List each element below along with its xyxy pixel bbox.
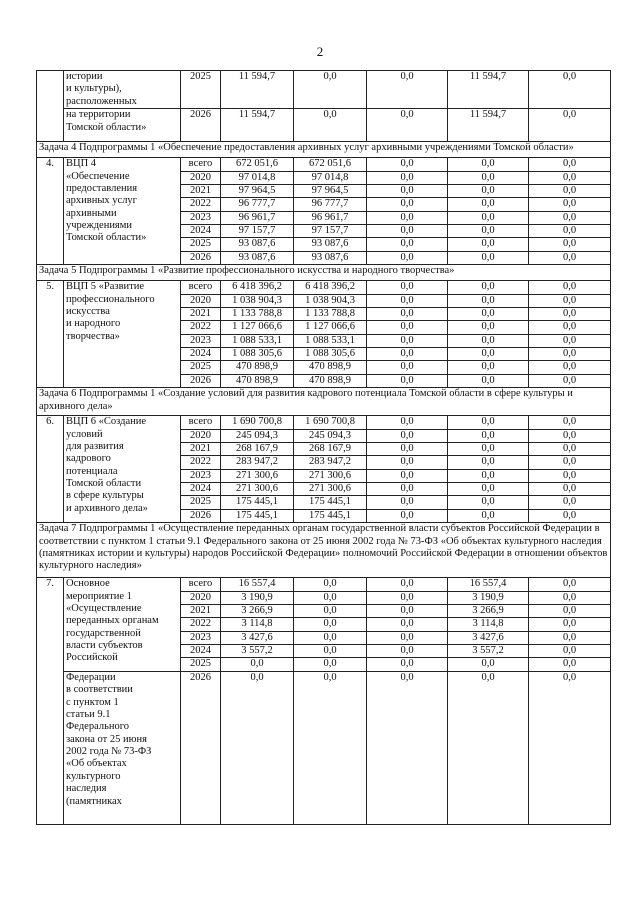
value-cell: 0,0 <box>448 456 529 469</box>
value-cell: 0,0 <box>294 658 367 671</box>
value-cell: 271 300,6 <box>221 483 294 496</box>
value-cell: 0,0 <box>448 198 529 211</box>
value-cell: 245 094,3 <box>294 429 367 442</box>
value-cell: 3 427,6 <box>448 631 529 644</box>
value-cell: 0,0 <box>529 483 611 496</box>
value-cell: 470 898,9 <box>294 361 367 374</box>
year-cell: 2022 <box>181 198 221 211</box>
year-cell: 2020 <box>181 294 221 307</box>
year-cell: 2023 <box>181 211 221 224</box>
value-cell: 0,0 <box>294 618 367 631</box>
value-cell: 0,0 <box>529 238 611 251</box>
program-name-bottom: на территории Томской области» <box>64 109 181 142</box>
value-cell: 0,0 <box>448 321 529 334</box>
value-cell: 0,0 <box>448 374 529 387</box>
value-cell: 1 690 700,8 <box>221 416 294 429</box>
value-cell: 0,0 <box>529 225 611 238</box>
value-cell: 0,0 <box>529 184 611 197</box>
value-cell: 1 690 700,8 <box>294 416 367 429</box>
value-cell: 6 418 396,2 <box>294 281 367 294</box>
value-cell: 0,0 <box>448 334 529 347</box>
value-cell: 0,0 <box>448 671 529 824</box>
value-cell: 0,0 <box>448 509 529 522</box>
value-cell: 96 961,7 <box>221 211 294 224</box>
value-cell: 3 190,9 <box>221 591 294 604</box>
value-cell: 0,0 <box>367 171 448 184</box>
value-cell: 0,0 <box>367 416 448 429</box>
page-number: 2 <box>316 44 324 59</box>
value-cell: 0,0 <box>367 251 448 264</box>
value-cell: 0,0 <box>448 348 529 361</box>
table-row <box>37 671 611 824</box>
value-cell: 0,0 <box>529 281 611 294</box>
value-cell: 0,0 <box>367 658 448 671</box>
value-cell: 0,0 <box>448 281 529 294</box>
value-cell: 0,0 <box>294 671 367 824</box>
value-cell: 470 898,9 <box>221 361 294 374</box>
value-cell: 11 594,7 <box>221 71 294 109</box>
value-cell: 6 418 396,2 <box>221 281 294 294</box>
row-number: 7. <box>37 578 64 825</box>
value-cell: 0,0 <box>221 671 294 824</box>
row-number: 5. <box>37 281 64 388</box>
table-row <box>37 578 611 591</box>
budget-table <box>36 70 611 825</box>
value-cell: 0,0 <box>367 456 448 469</box>
value-cell: 0,0 <box>529 416 611 429</box>
year-cell: 2026 <box>181 671 221 824</box>
value-cell: 3 557,2 <box>448 645 529 658</box>
value-cell: 3 266,9 <box>448 604 529 617</box>
value-cell: 0,0 <box>448 442 529 455</box>
value-cell: 0,0 <box>367 211 448 224</box>
value-cell: 1 127 066,6 <box>221 321 294 334</box>
program-name-top: истории и культуры), расположенных <box>64 71 181 109</box>
value-cell: 0,0 <box>448 211 529 224</box>
value-cell: 175 445,1 <box>294 509 367 522</box>
value-cell: 0,0 <box>367 281 448 294</box>
task-header-row <box>37 388 611 416</box>
value-cell: 0,0 <box>367 442 448 455</box>
year-cell: 2026 <box>181 509 221 522</box>
value-cell: 0,0 <box>367 671 448 824</box>
year-cell: 2020 <box>181 429 221 442</box>
year-cell: 2021 <box>181 307 221 320</box>
value-cell: 0,0 <box>367 348 448 361</box>
value-cell: 0,0 <box>529 348 611 361</box>
value-cell: 97 157,7 <box>294 225 367 238</box>
task-title: Задача 7 Подпрограммы 1 «Осуществление переданных органам государственной власти субъектов Российской Федерации в соответствии с пунктом 1 статьи 9.1 Федерального закона от 25 июня 2002 года № 73-ФЗ «Об объектах культурного наследия (памятниках истории и культуры) народов Российской Федерации» полномочий Российской Федерации в отношении объектов культурного наследия» <box>37 523 611 578</box>
table-row <box>37 416 611 429</box>
value-cell: 0,0 <box>367 578 448 591</box>
value-cell: 0,0 <box>529 321 611 334</box>
year-cell: 2023 <box>181 631 221 644</box>
value-cell: 97 157,7 <box>221 225 294 238</box>
value-cell: 1 088 533,1 <box>294 334 367 347</box>
value-cell: 0,0 <box>367 509 448 522</box>
task-title: Задача 4 Подпрограммы 1 «Обеспечение предоставления архивных услуг архивными учреждениями Томской области» <box>37 142 611 158</box>
task-title: Задача 5 Подпрограммы 1 «Развитие профессионального искусства и народного творчества» <box>37 265 611 281</box>
year-cell: 2022 <box>181 618 221 631</box>
value-cell: 3 114,8 <box>448 618 529 631</box>
value-cell: 0,0 <box>367 645 448 658</box>
value-cell: 0,0 <box>367 109 448 142</box>
year-cell: 2024 <box>181 483 221 496</box>
value-cell: 97 964,5 <box>221 184 294 197</box>
value-cell: 175 445,1 <box>221 509 294 522</box>
value-cell: 0,0 <box>529 294 611 307</box>
year-cell: 2021 <box>181 604 221 617</box>
value-cell: 0,0 <box>448 171 529 184</box>
value-cell: 97 014,8 <box>221 171 294 184</box>
value-cell: 97 014,8 <box>294 171 367 184</box>
value-cell: 0,0 <box>529 71 611 109</box>
year-cell: всего <box>181 281 221 294</box>
year-cell: 2022 <box>181 456 221 469</box>
value-cell: 0,0 <box>294 604 367 617</box>
year-cell: 2020 <box>181 591 221 604</box>
year-cell: 2022 <box>181 321 221 334</box>
value-cell: 0,0 <box>529 158 611 171</box>
value-cell: 93 087,6 <box>221 251 294 264</box>
task-header-row <box>37 265 611 281</box>
value-cell: 271 300,6 <box>294 469 367 482</box>
value-cell: 470 898,9 <box>294 374 367 387</box>
value-cell: 0,0 <box>367 496 448 509</box>
value-cell: 0,0 <box>529 251 611 264</box>
value-cell: 283 947,2 <box>294 456 367 469</box>
year-cell: 2021 <box>181 184 221 197</box>
row-number: 4. <box>37 158 64 265</box>
year-cell: 2025 <box>181 238 221 251</box>
value-cell: 1 127 066,6 <box>294 321 367 334</box>
year-cell: 2020 <box>181 171 221 184</box>
table-row <box>37 158 611 171</box>
value-cell: 0,0 <box>367 604 448 617</box>
value-cell: 0,0 <box>294 591 367 604</box>
value-cell: 11 594,7 <box>448 109 529 142</box>
value-cell: 0,0 <box>448 658 529 671</box>
value-cell: 3 114,8 <box>221 618 294 631</box>
value-cell: 0,0 <box>529 658 611 671</box>
table-row <box>37 109 611 142</box>
program-name: ВЦП 5 «Развитие профессионального искусства и народного творчества» <box>64 281 181 388</box>
value-cell: 0,0 <box>529 442 611 455</box>
value-cell: 268 167,9 <box>221 442 294 455</box>
value-cell: 93 087,6 <box>294 238 367 251</box>
value-cell: 16 557,4 <box>448 578 529 591</box>
value-cell: 0,0 <box>448 238 529 251</box>
value-cell: 0,0 <box>367 591 448 604</box>
year-cell: 2025 <box>181 496 221 509</box>
task-header-row <box>37 142 611 158</box>
value-cell: 0,0 <box>367 238 448 251</box>
value-cell: 0,0 <box>294 71 367 109</box>
year-cell: 2021 <box>181 442 221 455</box>
value-cell: 0,0 <box>529 496 611 509</box>
value-cell: 96 777,7 <box>221 198 294 211</box>
value-cell: 672 051,6 <box>294 158 367 171</box>
value-cell: 1 133 788,8 <box>221 307 294 320</box>
value-cell: 96 961,7 <box>294 211 367 224</box>
value-cell: 245 094,3 <box>221 429 294 442</box>
value-cell: 0,0 <box>367 225 448 238</box>
year-cell: 2023 <box>181 469 221 482</box>
value-cell: 0,0 <box>367 307 448 320</box>
value-cell: 0,0 <box>448 483 529 496</box>
value-cell: 0,0 <box>529 631 611 644</box>
value-cell: 0,0 <box>529 671 611 824</box>
value-cell: 0,0 <box>367 158 448 171</box>
value-cell: 271 300,6 <box>294 483 367 496</box>
program-name: ВЦП 4 «Обеспечение предоставления архивных услуг архивными учреждениями Томской области» <box>64 158 181 265</box>
year-cell: 2025 <box>181 658 221 671</box>
value-cell: 0,0 <box>529 645 611 658</box>
row-number <box>37 71 64 142</box>
value-cell: 0,0 <box>294 631 367 644</box>
value-cell: 0,0 <box>529 469 611 482</box>
value-cell: 268 167,9 <box>294 442 367 455</box>
value-cell: 93 087,6 <box>294 251 367 264</box>
value-cell: 0,0 <box>529 198 611 211</box>
value-cell: 0,0 <box>448 361 529 374</box>
value-cell: 0,0 <box>529 374 611 387</box>
value-cell: 16 557,4 <box>221 578 294 591</box>
value-cell: 0,0 <box>367 631 448 644</box>
value-cell: 0,0 <box>448 307 529 320</box>
year-cell: 2023 <box>181 334 221 347</box>
value-cell: 0,0 <box>448 496 529 509</box>
value-cell: 96 777,7 <box>294 198 367 211</box>
value-cell: 3 266,9 <box>221 604 294 617</box>
value-cell: 11 594,7 <box>221 109 294 142</box>
value-cell: 0,0 <box>367 361 448 374</box>
value-cell: 283 947,2 <box>221 456 294 469</box>
value-cell: 0,0 <box>529 509 611 522</box>
value-cell: 3 557,2 <box>221 645 294 658</box>
value-cell: 0,0 <box>367 321 448 334</box>
program-name: ВЦП 6 «Создание условий для развития кадрового потенциала Томской области в сфере культуры и архивного дела» <box>64 416 181 523</box>
value-cell: 0,0 <box>529 211 611 224</box>
value-cell: 0,0 <box>367 71 448 109</box>
year-cell: 2025 <box>181 71 221 109</box>
value-cell: 0,0 <box>529 591 611 604</box>
value-cell: 97 964,5 <box>294 184 367 197</box>
value-cell: 1 133 788,8 <box>294 307 367 320</box>
value-cell: 1 088 305,6 <box>294 348 367 361</box>
year-cell: 2026 <box>181 109 221 142</box>
value-cell: 0,0 <box>529 578 611 591</box>
value-cell: 0,0 <box>367 198 448 211</box>
year-cell: 2024 <box>181 225 221 238</box>
value-cell: 1 088 533,1 <box>221 334 294 347</box>
value-cell: 175 445,1 <box>221 496 294 509</box>
value-cell: 0,0 <box>448 225 529 238</box>
year-cell: 2026 <box>181 251 221 264</box>
value-cell: 0,0 <box>221 658 294 671</box>
value-cell: 470 898,9 <box>221 374 294 387</box>
value-cell: 175 445,1 <box>294 496 367 509</box>
value-cell: 1 088 305,6 <box>221 348 294 361</box>
table-row <box>37 281 611 294</box>
value-cell: 1 038 904,3 <box>221 294 294 307</box>
value-cell: 0,0 <box>448 184 529 197</box>
value-cell: 672 051,6 <box>221 158 294 171</box>
value-cell: 1 038 904,3 <box>294 294 367 307</box>
year-cell: 2026 <box>181 374 221 387</box>
row-number: 6. <box>37 416 64 523</box>
year-cell: всего <box>181 578 221 591</box>
value-cell: 0,0 <box>448 294 529 307</box>
value-cell: 0,0 <box>367 334 448 347</box>
value-cell: 0,0 <box>367 429 448 442</box>
value-cell: 0,0 <box>529 361 611 374</box>
year-cell: всего <box>181 416 221 429</box>
value-cell: 0,0 <box>367 294 448 307</box>
value-cell: 271 300,6 <box>221 469 294 482</box>
task-title: Задача 6 Подпрограммы 1 «Создание условий для развития кадрового потенциала Томской области в сфере культуры и архивного дела» <box>37 388 611 416</box>
table-row <box>37 71 611 109</box>
value-cell: 0,0 <box>294 109 367 142</box>
value-cell: 0,0 <box>367 618 448 631</box>
value-cell: 0,0 <box>448 469 529 482</box>
value-cell: 0,0 <box>448 416 529 429</box>
value-cell: 0,0 <box>529 109 611 142</box>
value-cell: 0,0 <box>367 374 448 387</box>
value-cell: 0,0 <box>367 483 448 496</box>
value-cell: 0,0 <box>529 307 611 320</box>
value-cell: 0,0 <box>448 429 529 442</box>
task-header-row <box>37 523 611 578</box>
value-cell: 11 594,7 <box>448 71 529 109</box>
value-cell: 0,0 <box>448 158 529 171</box>
value-cell: 0,0 <box>367 469 448 482</box>
program-name-top: Основное мероприятие 1 «Осуществление переданных органам государственной власти субъектов Российской <box>64 578 181 672</box>
value-cell: 0,0 <box>529 334 611 347</box>
value-cell: 0,0 <box>294 578 367 591</box>
year-cell: 2024 <box>181 348 221 361</box>
year-cell: 2024 <box>181 645 221 658</box>
value-cell: 3 190,9 <box>448 591 529 604</box>
value-cell: 0,0 <box>529 456 611 469</box>
program-name-bottom: Федерации в соответствии с пунктом 1 статьи 9.1 Федерального закона от 25 июня 2002 года № 73-ФЗ «Об объектах культурного наследия (памятниках <box>64 671 181 824</box>
value-cell: 0,0 <box>367 184 448 197</box>
year-cell: 2025 <box>181 361 221 374</box>
year-cell: всего <box>181 158 221 171</box>
value-cell: 0,0 <box>529 429 611 442</box>
value-cell: 3 427,6 <box>221 631 294 644</box>
value-cell: 0,0 <box>294 645 367 658</box>
value-cell: 0,0 <box>448 251 529 264</box>
value-cell: 0,0 <box>529 618 611 631</box>
value-cell: 0,0 <box>529 604 611 617</box>
value-cell: 93 087,6 <box>221 238 294 251</box>
value-cell: 0,0 <box>529 171 611 184</box>
